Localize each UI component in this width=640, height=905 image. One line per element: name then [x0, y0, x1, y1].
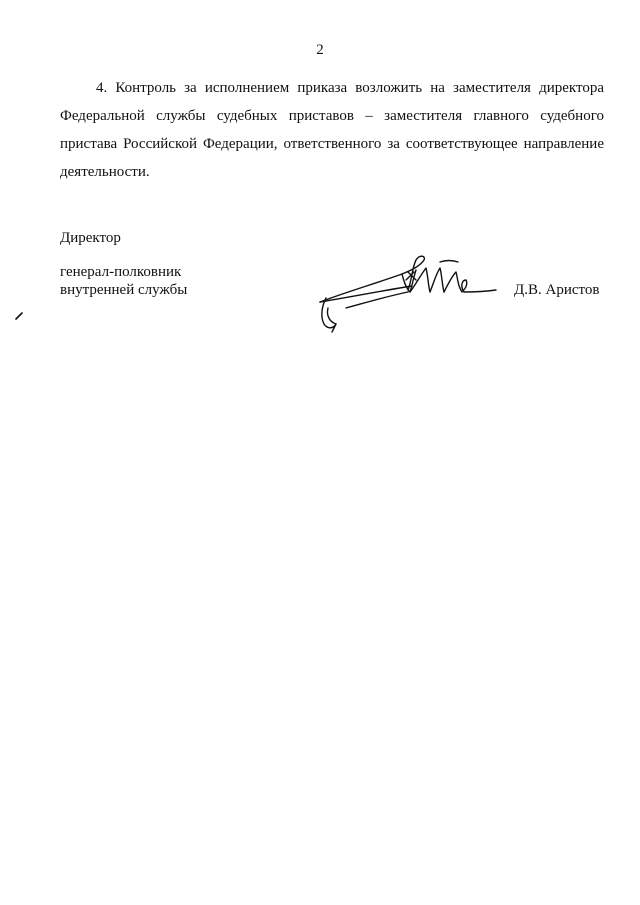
signatory-name: Д.В. Аристов — [514, 282, 600, 298]
signatory-position: Директор — [60, 230, 121, 246]
order-paragraph: 4. Контроль за исполнением приказа возложить на заместителя директора Федеральной службы судебных приставов – заместителя главного судебного пристава Российской Федерации, ответственного за соответствующее направление деятельности. — [60, 80, 604, 180]
handwritten-signature — [316, 248, 500, 334]
page-number: 2 — [316, 42, 324, 58]
margin-pen-mark — [15, 312, 23, 320]
signatory-rank-line-2: внутренней службы — [60, 282, 188, 298]
signatory-rank-line-1: генерал-полковник — [60, 264, 182, 280]
